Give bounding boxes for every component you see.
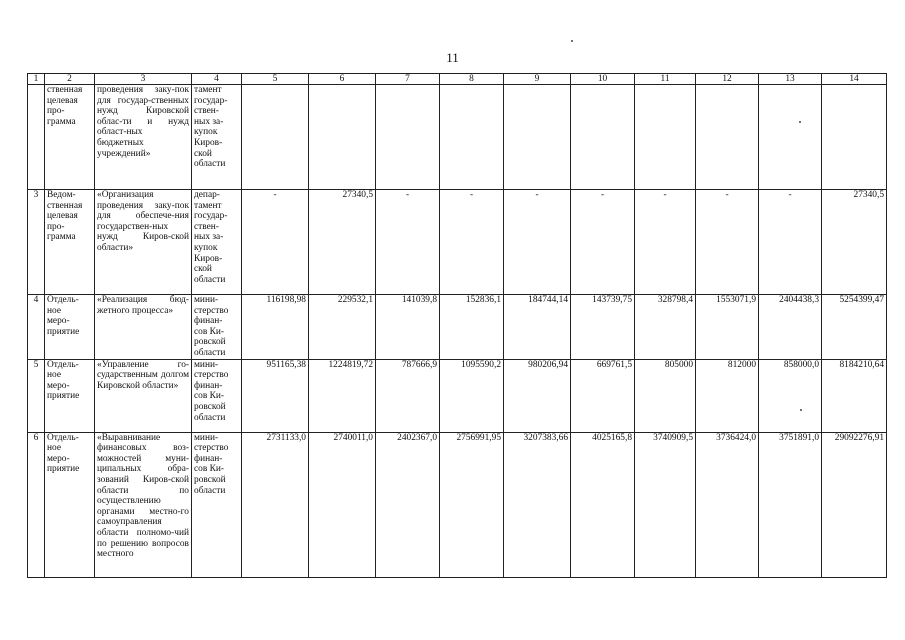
value-cell: 2740011,0 <box>309 432 376 577</box>
budget-table <box>27 73 887 578</box>
row-number: 4 <box>28 295 45 360</box>
column-header: 9 <box>504 74 571 85</box>
column-header: 5 <box>242 74 309 85</box>
executor: депар- тамент государ- ствен- ных за- купок Киров- ской области <box>192 190 242 295</box>
value-cell: 1095590,2 <box>440 359 504 432</box>
program-name: «Реализация бюд-жетного процесса» <box>95 295 192 360</box>
value-cell <box>309 85 376 190</box>
value-cell: 141039,8 <box>376 295 440 360</box>
value-cell: 3740909,5 <box>635 432 696 577</box>
executor: тамент государ- ствен- ных за- купок Киров- ской области <box>192 85 242 190</box>
executor: мини- стерство финан- сов Ки- ровской области <box>192 432 242 577</box>
program-name: «Организация проведения заку-пок для обеспече-ния государствен-ных нужд Киров-ской области» <box>95 190 192 295</box>
scan-speck <box>799 121 801 123</box>
column-header: 2 <box>45 74 95 85</box>
value-cell: 1224819,72 <box>309 359 376 432</box>
value-cell <box>440 85 504 190</box>
value-cell: 1553071,9 <box>696 295 759 360</box>
value-cell: 3207383,66 <box>504 432 571 577</box>
value-cell: 116198,98 <box>242 295 309 360</box>
table-row <box>28 190 887 295</box>
value-cell <box>696 85 759 190</box>
value-cell: 229532,1 <box>309 295 376 360</box>
value-cell <box>571 85 635 190</box>
program-type: Отдель- ное меро- приятие <box>45 295 95 360</box>
value-cell: 3736424,0 <box>696 432 759 577</box>
executor: мини- стерство финан- сов Ки- ровской области <box>192 295 242 360</box>
column-header: 1 <box>28 74 45 85</box>
value-cell <box>376 85 440 190</box>
value-cell <box>242 85 309 190</box>
value-cell <box>504 85 571 190</box>
program-type: Отдель- ное меро- приятие <box>45 432 95 577</box>
program-name: «Выравнивание финансовых воз-можностей муни-ципальных обра-зований Киров-ской области по осуществлению органами местно-го самоуправления области полномо-чий по решению вопросов местного <box>95 432 192 577</box>
program-type: ственная целевая про- грамма <box>45 85 95 190</box>
value-cell: - <box>759 190 822 295</box>
value-cell: 858000,0 <box>759 359 822 432</box>
row-number: 5 <box>28 359 45 432</box>
table-row <box>28 85 887 190</box>
value-cell: 27340,5 <box>822 190 887 295</box>
program-name: проведения заку-пок для государ-ственных нужд Кировской облас-ти и нужд област-ных бюджетных учреждений» <box>95 85 192 190</box>
value-cell: - <box>635 190 696 295</box>
column-header: 4 <box>192 74 242 85</box>
value-cell: 29092276,91 <box>822 432 887 577</box>
value-cell: 184744,14 <box>504 295 571 360</box>
value-cell: 2404438,3 <box>759 295 822 360</box>
value-cell: - <box>571 190 635 295</box>
value-cell: 669761,5 <box>571 359 635 432</box>
column-header: 14 <box>822 74 887 85</box>
page-number: 11 <box>446 50 459 65</box>
table-row <box>28 359 887 432</box>
column-header: 6 <box>309 74 376 85</box>
value-cell: 143739,75 <box>571 295 635 360</box>
value-cell: 2731133,0 <box>242 432 309 577</box>
value-cell <box>822 85 887 190</box>
program-name: «Управление го-сударственным долгом Кировской области» <box>95 359 192 432</box>
value-cell: 2756991,95 <box>440 432 504 577</box>
value-cell: - <box>376 190 440 295</box>
value-cell: 3751891,0 <box>759 432 822 577</box>
value-cell: 152836,1 <box>440 295 504 360</box>
value-cell: 8184210,64 <box>822 359 887 432</box>
header-row <box>28 74 887 85</box>
value-cell: - <box>696 190 759 295</box>
column-header: 3 <box>95 74 192 85</box>
value-cell: 2402367,0 <box>376 432 440 577</box>
column-header: 8 <box>440 74 504 85</box>
value-cell: 27340,5 <box>309 190 376 295</box>
value-cell: - <box>242 190 309 295</box>
value-cell: - <box>440 190 504 295</box>
row-number: 6 <box>28 432 45 577</box>
value-cell: 4025165,8 <box>571 432 635 577</box>
program-type: Ведом- ственная целевая про- грамма <box>45 190 95 295</box>
row-number: 3 <box>28 190 45 295</box>
value-cell: 805000 <box>635 359 696 432</box>
column-header: 7 <box>376 74 440 85</box>
column-header: 10 <box>571 74 635 85</box>
program-type: Отдель- ное меро- приятие <box>45 359 95 432</box>
executor: мини- стерство финан- сов Ки- ровской области <box>192 359 242 432</box>
value-cell: 980206,94 <box>504 359 571 432</box>
value-cell <box>759 85 822 190</box>
scan-speck <box>571 40 573 42</box>
value-cell: 5254399,47 <box>822 295 887 360</box>
table-row <box>28 432 887 577</box>
value-cell <box>635 85 696 190</box>
value-cell: 951165,38 <box>242 359 309 432</box>
column-header: 12 <box>696 74 759 85</box>
value-cell: 812000 <box>696 359 759 432</box>
value-cell: 328798,4 <box>635 295 696 360</box>
table-row <box>28 295 887 360</box>
column-header: 11 <box>635 74 696 85</box>
scan-speck <box>800 409 802 411</box>
value-cell: - <box>504 190 571 295</box>
column-header: 13 <box>759 74 822 85</box>
value-cell: 787666,9 <box>376 359 440 432</box>
row-number <box>28 85 45 190</box>
